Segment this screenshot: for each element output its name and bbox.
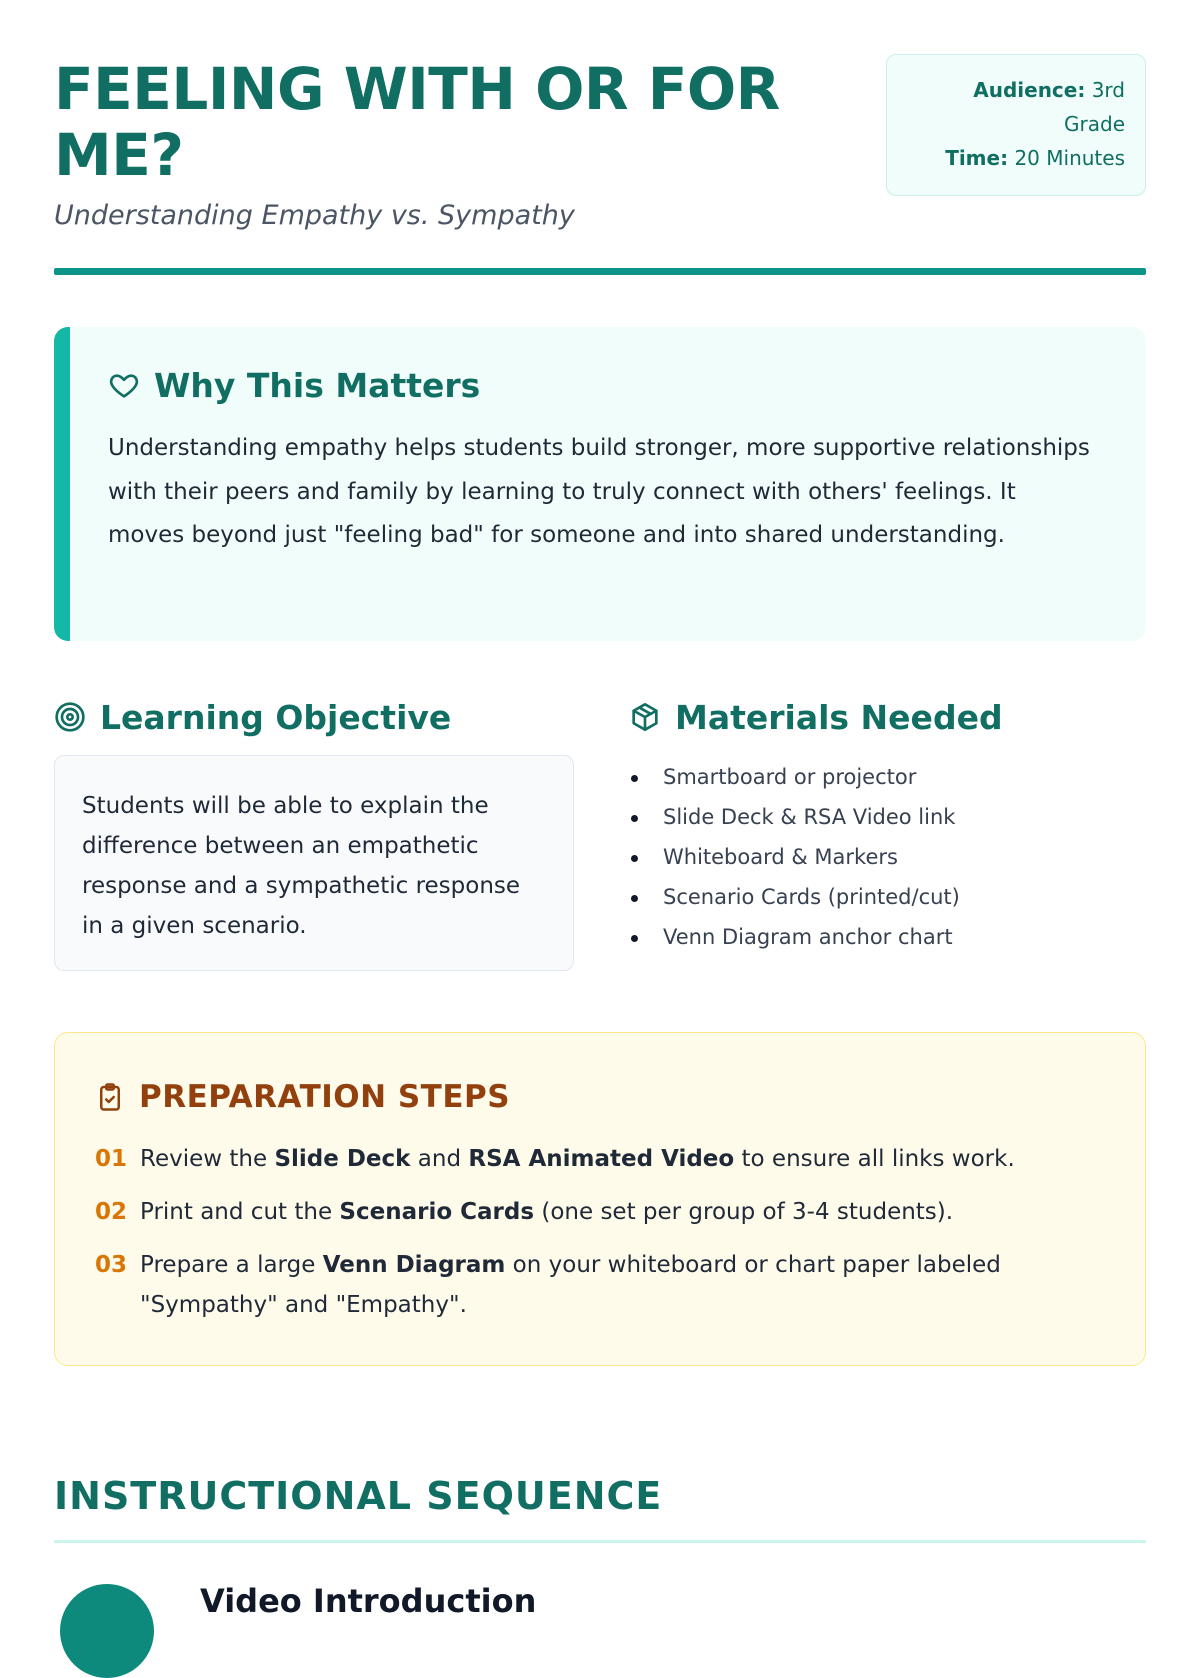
prep-steps-list [95, 1139, 1105, 1325]
material-item: Venn Diagram anchor chart [629, 917, 1146, 957]
step-text-bold: Scenario Cards [339, 1199, 535, 1225]
prep-step [95, 1139, 1105, 1179]
why-heading: Why This Matters [154, 365, 481, 405]
materials-section [629, 695, 1146, 957]
prep-heading: PREPARATION STEPS [139, 1079, 511, 1115]
objective-box [54, 755, 574, 971]
header-divider [54, 268, 1146, 275]
material-item: Slide Deck & RSA Video link [629, 797, 1146, 837]
lesson-title: FEELING WITH OR FOR ME? [54, 55, 780, 189]
audience-value: 3rd Grade [1064, 78, 1125, 136]
box-icon [629, 701, 661, 733]
objective-heading-row [54, 695, 574, 739]
sequence-divider [54, 1540, 1146, 1543]
why-this-matters-card [54, 327, 1146, 641]
step-text [140, 1192, 1060, 1232]
sequence-step-badge [60, 1584, 154, 1678]
material-item: Whiteboard & Markers [629, 837, 1146, 877]
why-text: Understanding empathy helps students build stronger, more supportive relationships with their peers and family by learning to truly connect with others' feelings. It moves beyond just "feeling bad" for someone and into shared understanding. [108, 435, 1090, 548]
prep-step [95, 1245, 1105, 1325]
audience-line [907, 73, 1125, 141]
step-text-part: to ensure all links work. [734, 1146, 1015, 1172]
prep-heading-row [95, 1075, 1105, 1119]
materials-list [629, 757, 1146, 957]
lesson-meta-box [886, 54, 1146, 196]
step-text [140, 1139, 1060, 1179]
time-value: 20 Minutes [1014, 146, 1125, 170]
materials-heading-row [629, 695, 1146, 739]
materials-heading: Materials Needed [675, 697, 1003, 737]
sequence-heading: INSTRUCTIONAL SEQUENCE [54, 1474, 663, 1518]
heart-icon [108, 369, 140, 401]
step-text-part: Review the [140, 1146, 275, 1172]
lesson-plan-page [54, 0, 1146, 1620]
time-label: Time: [945, 146, 1009, 170]
step-text-part: Prepare a large [140, 1252, 323, 1278]
lesson-header [54, 52, 1146, 277]
preparation-steps-card [54, 1032, 1146, 1366]
material-item: Smartboard or projector [629, 757, 1146, 797]
step-text-bold: RSA Animated Video [468, 1146, 735, 1172]
step-number: 02 [95, 1199, 128, 1225]
step-text [140, 1245, 1060, 1325]
audience-label: Audience: [973, 78, 1086, 102]
step-number: 03 [95, 1252, 128, 1278]
step-text-bold: Venn Diagram [322, 1252, 506, 1278]
prep-step [95, 1192, 1105, 1232]
time-line [907, 141, 1125, 175]
step-text-bold: Slide Deck [274, 1146, 411, 1172]
step-number: 01 [95, 1146, 128, 1172]
material-item: Scenario Cards (printed/cut) [629, 877, 1146, 917]
sequence-item-title: Video Introduction [200, 1582, 537, 1620]
step-text-part: Print and cut the [140, 1199, 340, 1225]
step-text-part: (one set per group of 3-4 students). [534, 1199, 954, 1225]
lesson-subtitle: Understanding Empathy vs. Sympathy [54, 200, 575, 231]
objective-heading: Learning Objective [100, 697, 452, 737]
step-text-part: on your whiteboard or chart paper labeled "Sympathy" and "Empathy". [140, 1252, 1001, 1318]
why-heading-row [108, 363, 1106, 407]
target-icon [54, 701, 86, 733]
objective-text: Students will be able to explain the difference between an empathetic response and a sympathetic response in a given scenario. [82, 793, 521, 939]
learning-objective-section [54, 695, 574, 971]
step-text-part: and [410, 1146, 469, 1172]
clipboard-check-icon [95, 1081, 125, 1113]
